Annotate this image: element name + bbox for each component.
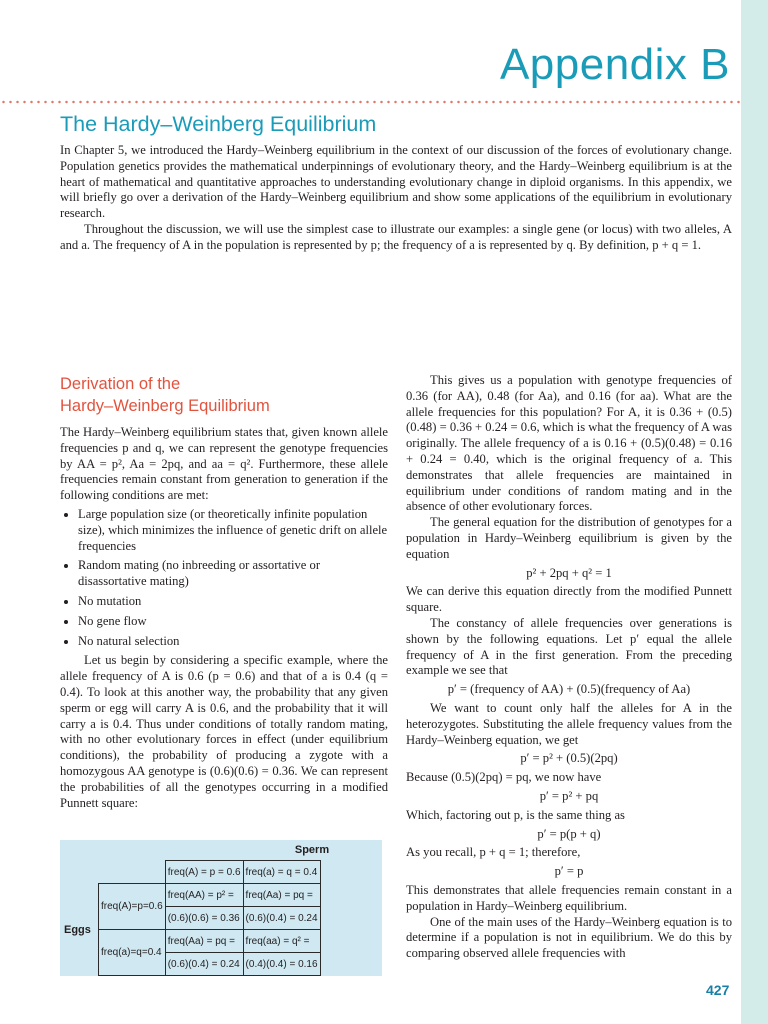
row-header-a: freq(a)=q=0.4 [99,930,166,976]
eggs-label: Eggs [64,924,91,936]
equation: p′ = p² + (0.5)(2pq) [520,751,618,766]
punnett-table [98,860,321,976]
cell-AA-value: (0.6)(0.6) = 0.36 [165,907,243,930]
blank-cell [99,861,166,884]
cell-aA-label: freq(Aa) = pq = [165,930,243,953]
punnett-square [60,840,382,976]
equation: p′ = p² + pq [539,788,599,803]
sperm-label: Sperm [294,844,330,856]
cell-aa-label: freq(aa) = q² = [243,930,320,953]
intro-paragraph-2: Throughout the discussion, we will use the simplest case to illustrate our examples: a single gene (or locus) with two alleles, A and a. The frequency of A in the population is represented by p; the frequency of a is represented by q. By definition, p + q = 1. [60,221,732,252]
equation: p′ = (frequency of AA) + (0.5)(frequency of Aa) [447,682,691,697]
right-paragraph-9: This demonstrates that allele frequencies remain constant in a population in Hardy–Weinberg equilibrium. [406,882,732,913]
equation: p′ = p [554,864,584,879]
right-paragraph-7: Which, factoring out p, is the same thing as [406,807,625,822]
section-heading-line-2: Hardy–Weinberg Equilibrium [60,397,270,415]
right-paragraph-10: One of the main uses of the Hardy–Weinberg equation is to determine if a population is not in equilibrium. We do this by comparing observed allele frequencies with [406,914,732,961]
right-paragraph-1: This gives us a population with genotype frequencies of 0.36 (for AA), 0.48 (for Aa), and 0.16 (for aa). What are the allele frequencies for this population? For A, it is 0.36 + (0.5)(0.48) = 0.36 + 0.24 = 0.6, which is what the frequency of A was originally. The allele frequency of a is 0.16 + (0.5)(0.48) = 0.16 + 0.24 = 0.40, which is the original frequency of a. This demonstrates that allele frequencies are maintained in equilibrium under conditions of random mating and in the absence of other evolutionary forces. [406,373,732,514]
cell-Aa-label: freq(Aa) = pq = [243,884,320,907]
cell-Aa-value: (0.6)(0.4) = 0.24 [243,907,320,930]
column-header-A: freq(A) = p = 0.6 [165,861,243,884]
right-paragraph-2: The general equation for the distribution of genotypes for a population in Hardy–Weinberg equilibrium is given by the equation [406,515,732,561]
cell-AA-label: freq(AA) = p² = [165,884,243,907]
table-row [99,930,321,953]
table-row [99,861,321,884]
page-number: 427 [706,982,730,998]
section-heading [60,373,388,417]
right-paragraph-8: As you recall, p + q = 1; therefore, [406,845,581,860]
list-item: • Large population size (or theoretically infinite population size), which minimizes the influence of genetic drift on allele frequencies [78,507,388,554]
cell-aa-value: (0.4)(0.4) = 0.16 [243,953,320,976]
right-paragraph-6: Because (0.5)(2pq) = pq, we now have [406,770,602,785]
column-header-a: freq(a) = q = 0.4 [243,861,320,884]
left-paragraph-2: Let us begin by considering a specific example, where the allele frequency of A is 0.6 (p = 0.6) and that of a is 0.4 (q = 0.4). To look at this another way, the probability that any given sperm or egg will carry A is 0.6, and the probability that it will carry a is 0.4. Thus under conditions of totally random mating, with no other evolutionary forces in effect (under equilibrium conditions), the probability of producing a zygote with a homozygous AA genotype is (0.6)(0.6) = 0.36. We can represent the probabilities of all the genotypes occurring in a modified Punnett square: [60,653,388,810]
list-item: • No mutation [78,594,388,610]
equation: p² + 2pq + q² = 1 [526,565,612,580]
right-paragraph-5: We want to count only half the alleles for A in the heterozygotes. Substituting the allele frequency values from the Hardy–Weinberg equation, we get [406,700,732,747]
section-heading-line-1: Derivation of the [60,375,181,393]
table-row [99,884,321,907]
page-edge-tab [741,0,768,1024]
right-paragraph-3: We can derive this equation directly from the modified Punnett square. [406,584,732,615]
dotted-divider [0,100,741,104]
right-column [406,373,732,962]
row-header-A: freq(A)=p=0.6 [99,884,166,930]
equation: p′ = p(p + q) [537,826,601,841]
list-item: • Random mating (no inbreeding or assortative or disassortative mating) [78,558,388,590]
list-item: • No natural selection [78,634,388,650]
intro-paragraph-1: In Chapter 5, we introduced the Hardy–Weinberg equilibrium in the context of our discussion of the forces of evolutionary change. Population genetics provides the mathematical underpinnings of evolutionary theory, and the Hardy–Weinberg equilibrium is at the heart of mathematical and quantitative approaches to understanding evolutionary change in diploid organisms. In this appendix, we will briefly go over a derivation of the Hardy–Weinberg equilibrium and show some applications of the equilibrium in evolutionary research. [60,143,732,221]
list-item: • No gene flow [78,614,388,630]
chapter-title: The Hardy–Weinberg Equilibrium [60,112,377,136]
left-paragraph-1: The Hardy–Weinberg equilibrium states that, given known allele frequencies p and q, we can represent the genotype frequencies by AA = p², Aa = 2pq, and aa = q². Furthermore, these allele frequencies remain constant from generation to generation if the following conditions are met: [60,425,388,503]
right-paragraph-4: The constancy of allele frequencies over generations is shown by the following equations. Let p′ equal the allele frequency of A in the first generation. From the preceding example we see that [406,615,732,678]
intro-section [60,143,732,254]
left-column [60,373,388,811]
appendix-title: Appendix B [499,40,730,89]
cell-aA-value: (0.6)(0.4) = 0.24 [165,953,243,976]
conditions-list [60,507,388,649]
